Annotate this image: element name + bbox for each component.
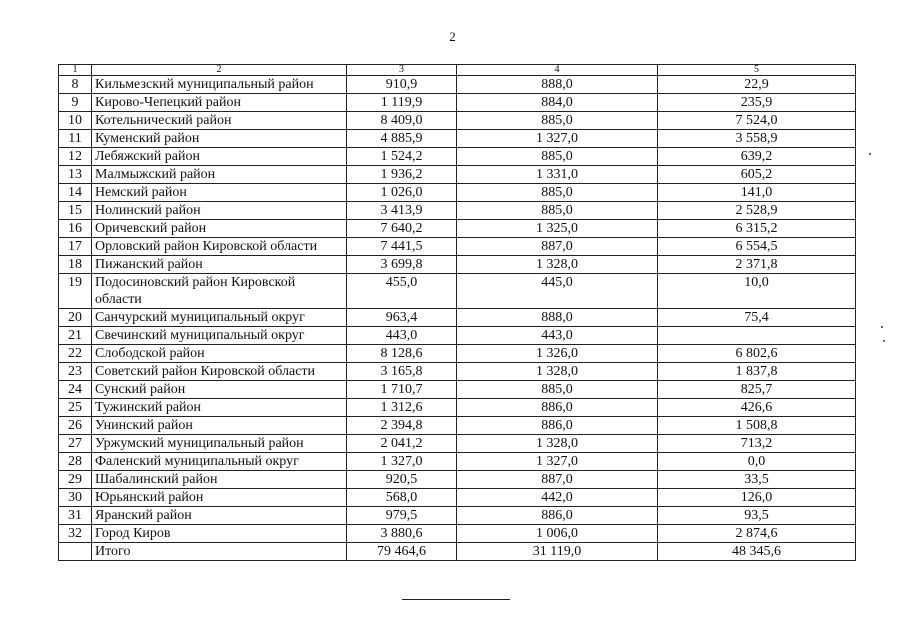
col4-value: 887,0: [457, 471, 658, 489]
row-number: 26: [59, 417, 92, 435]
table-row: [59, 399, 856, 417]
district-name: Яранский район: [92, 507, 347, 525]
col5-value: 713,2: [658, 435, 856, 453]
col4-value: 1 328,0: [457, 256, 658, 274]
col3-value: 3 880,6: [347, 525, 457, 543]
district-name: Фаленский муниципальный округ: [92, 453, 347, 471]
col5-value: 2 371,8: [658, 256, 856, 274]
row-number: 11: [59, 130, 92, 148]
row-number: 25: [59, 399, 92, 417]
col5-value: 75,4: [658, 309, 856, 327]
col3-value: 1 710,7: [347, 381, 457, 399]
col3-value: 443,0: [347, 327, 457, 345]
col5-value: 7 524,0: [658, 112, 856, 130]
table-row: [59, 238, 856, 256]
col3-value: 568,0: [347, 489, 457, 507]
row-number: 14: [59, 184, 92, 202]
row-number: 29: [59, 471, 92, 489]
col3-value: 1 026,0: [347, 184, 457, 202]
column-number: 2: [92, 65, 347, 76]
row-number: 22: [59, 345, 92, 363]
col5-value: 2 874,6: [658, 525, 856, 543]
table-row: [59, 345, 856, 363]
table-row: [59, 202, 856, 220]
col3-value: 1 524,2: [347, 148, 457, 166]
col3-value: 455,0: [347, 274, 457, 309]
row-number: 24: [59, 381, 92, 399]
col3-value: 2 394,8: [347, 417, 457, 435]
total-row: [59, 543, 856, 561]
col5-value: [658, 327, 856, 345]
col5-value: 10,0: [658, 274, 856, 309]
district-name: Город Киров: [92, 525, 347, 543]
col3-value: 7 640,2: [347, 220, 457, 238]
col3-value: 2 041,2: [347, 435, 457, 453]
col5-value: 6 554,5: [658, 238, 856, 256]
col4-value: 1 328,0: [457, 435, 658, 453]
col3-value: 910,9: [347, 76, 457, 94]
table-row: [59, 256, 856, 274]
table-row: [59, 363, 856, 381]
col4-value: 1 327,0: [457, 453, 658, 471]
table-row: [59, 435, 856, 453]
col3-value: 920,5: [347, 471, 457, 489]
page-number: 2: [449, 29, 456, 44]
total-col4-value: 31 119,0: [457, 543, 658, 561]
col4-value: 888,0: [457, 309, 658, 327]
district-name: Пижанский район: [92, 256, 347, 274]
table-row: [59, 417, 856, 435]
table-row: [59, 381, 856, 399]
row-number: 9: [59, 94, 92, 112]
col4-value: 887,0: [457, 238, 658, 256]
table-row: [59, 130, 856, 148]
district-name: Юрьянский район: [92, 489, 347, 507]
col3-value: 1 936,2: [347, 166, 457, 184]
district-name: Унинский район: [92, 417, 347, 435]
col5-value: 6 315,2: [658, 220, 856, 238]
col5-value: 93,5: [658, 507, 856, 525]
col5-value: 6 802,6: [658, 345, 856, 363]
col3-value: 1 119,9: [347, 94, 457, 112]
district-name: Кирово-Чепецкий район: [92, 94, 347, 112]
district-name: Котельнический район: [92, 112, 347, 130]
row-number: 21: [59, 327, 92, 345]
district-name: Уржумский муниципальный район: [92, 435, 347, 453]
district-name: Санчурский муниципальный округ: [92, 309, 347, 327]
table-row: [59, 184, 856, 202]
table-row: [59, 327, 856, 345]
col5-value: 33,5: [658, 471, 856, 489]
row-number: 10: [59, 112, 92, 130]
col3-value: 979,5: [347, 507, 457, 525]
row-number: 23: [59, 363, 92, 381]
column-number-row: [59, 65, 856, 76]
col4-value: 888,0: [457, 76, 658, 94]
total-col3-value: 79 464,6: [347, 543, 457, 561]
col4-value: 884,0: [457, 94, 658, 112]
col4-value: 885,0: [457, 202, 658, 220]
col4-value: 1 328,0: [457, 363, 658, 381]
col5-value: 126,0: [658, 489, 856, 507]
table-row: [59, 274, 856, 309]
row-number: 30: [59, 489, 92, 507]
col5-value: 22,9: [658, 76, 856, 94]
column-number: 5: [658, 65, 856, 76]
col4-value: 885,0: [457, 148, 658, 166]
col3-value: 1 312,6: [347, 399, 457, 417]
col3-value: 4 885,9: [347, 130, 457, 148]
row-number: 31: [59, 507, 92, 525]
district-name: Нолинский район: [92, 202, 347, 220]
col5-value: 0,0: [658, 453, 856, 471]
column-number: 4: [457, 65, 658, 76]
table-row: [59, 525, 856, 543]
column-number: 3: [347, 65, 457, 76]
col3-value: 7 441,5: [347, 238, 457, 256]
row-number: 18: [59, 256, 92, 274]
col5-value: 2 528,9: [658, 202, 856, 220]
col4-value: 885,0: [457, 184, 658, 202]
table-body: [59, 65, 856, 561]
scan-speck: [881, 326, 883, 328]
table-row: [59, 309, 856, 327]
table-row: [59, 489, 856, 507]
row-number: 8: [59, 76, 92, 94]
table-row: [59, 166, 856, 184]
table-row: [59, 453, 856, 471]
district-name: Сунский район: [92, 381, 347, 399]
district-name: Кильмезский муниципальный район: [92, 76, 347, 94]
district-name: Немский район: [92, 184, 347, 202]
col3-value: 3 413,9: [347, 202, 457, 220]
col5-value: 605,2: [658, 166, 856, 184]
scan-speck: [883, 340, 885, 342]
col5-value: 825,7: [658, 381, 856, 399]
col5-value: 1 508,8: [658, 417, 856, 435]
district-name: Слободской район: [92, 345, 347, 363]
total-col5-value: 48 345,6: [658, 543, 856, 561]
col3-value: 3 699,8: [347, 256, 457, 274]
col5-value: 1 837,8: [658, 363, 856, 381]
col4-value: 886,0: [457, 417, 658, 435]
col4-value: 1 326,0: [457, 345, 658, 363]
col3-value: 8 409,0: [347, 112, 457, 130]
district-name: Малмыжский район: [92, 166, 347, 184]
col4-value: 1 325,0: [457, 220, 658, 238]
col5-value: 235,9: [658, 94, 856, 112]
scan-speck: [869, 153, 871, 155]
row-number: 17: [59, 238, 92, 256]
table-row: [59, 94, 856, 112]
col4-value: 443,0: [457, 327, 658, 345]
district-name: Шабалинский район: [92, 471, 347, 489]
col4-value: 445,0: [457, 274, 658, 309]
district-name: Тужинский район: [92, 399, 347, 417]
table-row: [59, 507, 856, 525]
col5-value: 141,0: [658, 184, 856, 202]
col4-value: 1 006,0: [457, 525, 658, 543]
col5-value: 639,2: [658, 148, 856, 166]
col4-value: 886,0: [457, 507, 658, 525]
budget-table: [58, 64, 856, 561]
table-row: [59, 76, 856, 94]
table-row: [59, 220, 856, 238]
col3-value: 1 327,0: [347, 453, 457, 471]
col4-value: 885,0: [457, 112, 658, 130]
district-name: Куменский район: [92, 130, 347, 148]
total-row-number: [59, 543, 92, 561]
row-number: 20: [59, 309, 92, 327]
row-number: 27: [59, 435, 92, 453]
district-name: Подосиновский район Кировской области: [92, 274, 347, 309]
table-row: [59, 471, 856, 489]
district-name: Орловский район Кировской области: [92, 238, 347, 256]
total-label: Итого: [92, 543, 347, 561]
col4-value: 442,0: [457, 489, 658, 507]
row-number: 32: [59, 525, 92, 543]
row-number: 16: [59, 220, 92, 238]
col4-value: 1 331,0: [457, 166, 658, 184]
row-number: 19: [59, 274, 92, 309]
district-name: Оричевский район: [92, 220, 347, 238]
footer-divider: [402, 599, 510, 600]
col4-value: 886,0: [457, 399, 658, 417]
table-row: [59, 148, 856, 166]
row-number: 13: [59, 166, 92, 184]
district-name: Свечинский муниципальный округ: [92, 327, 347, 345]
col3-value: 3 165,8: [347, 363, 457, 381]
district-name: Советский район Кировской области: [92, 363, 347, 381]
col3-value: 963,4: [347, 309, 457, 327]
district-name: Лебяжский район: [92, 148, 347, 166]
col3-value: 8 128,6: [347, 345, 457, 363]
row-number: 15: [59, 202, 92, 220]
col4-value: 885,0: [457, 381, 658, 399]
row-number: 12: [59, 148, 92, 166]
column-number: 1: [59, 65, 92, 76]
table-row: [59, 112, 856, 130]
col5-value: 426,6: [658, 399, 856, 417]
col5-value: 3 558,9: [658, 130, 856, 148]
row-number: 28: [59, 453, 92, 471]
col4-value: 1 327,0: [457, 130, 658, 148]
